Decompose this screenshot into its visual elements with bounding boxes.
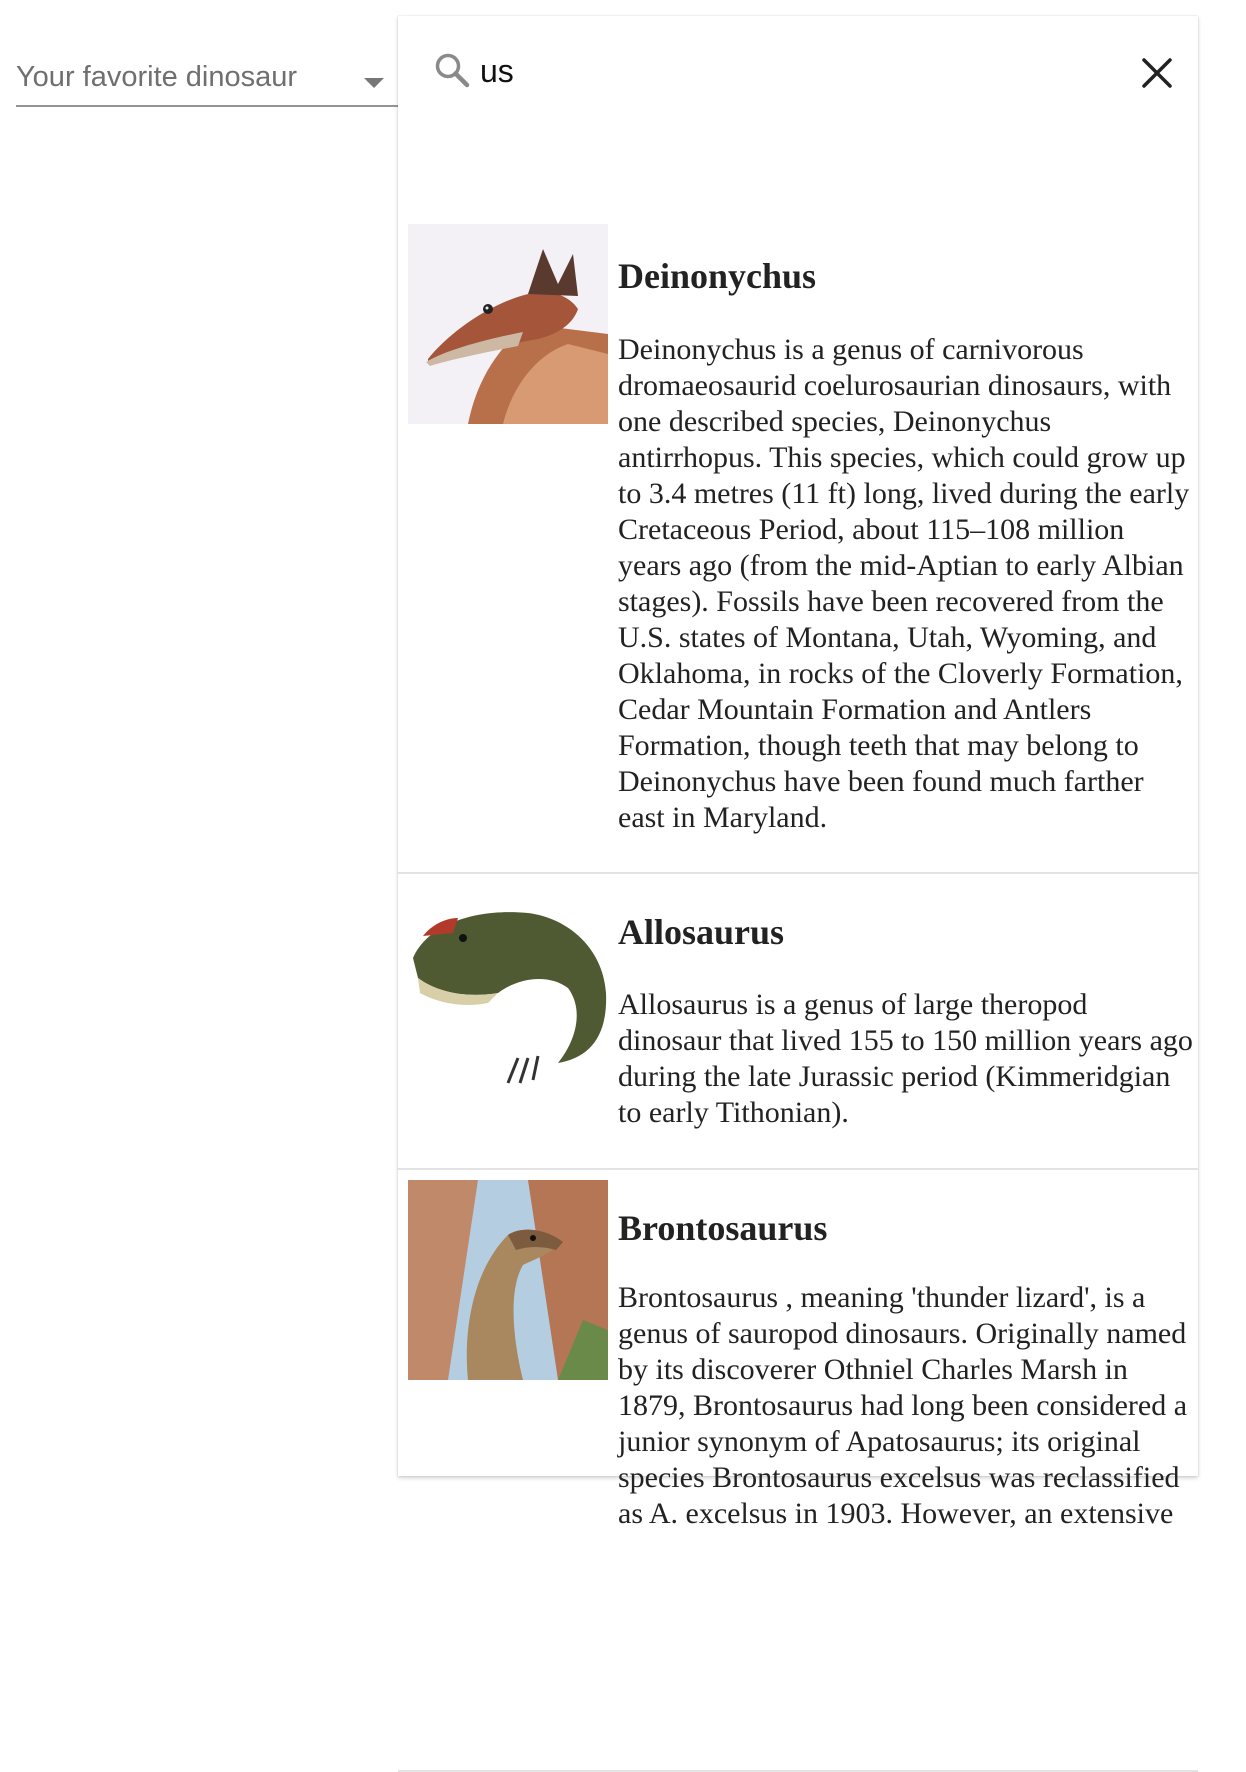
result-item-allosaurus[interactable] — [398, 874, 1198, 1170]
result-title: Allosaurus — [618, 912, 785, 952]
select-underline — [16, 105, 398, 107]
favorite-dinosaur-select[interactable] — [16, 48, 398, 108]
close-icon[interactable] — [1140, 56, 1174, 90]
deinonychus-image — [408, 224, 608, 424]
result-text — [618, 1170, 1198, 1532]
search-bar — [398, 16, 1198, 120]
result-text — [618, 120, 1198, 836]
result-description: Allosaurus is a genus of large theropod dinosaur that lived 155 to 150 million years ago during the late Jurassic period (Kimmeridgian to early Tithonian). — [618, 988, 1193, 1129]
result-title: Brontosaurus — [618, 1208, 828, 1248]
dropdown-arrow-icon[interactable] — [364, 78, 384, 88]
allosaurus-image — [408, 898, 608, 1098]
search-input[interactable] — [480, 46, 1100, 96]
dropdown-panel — [398, 16, 1198, 1530]
select-label: Your favorite dinosaur — [16, 61, 298, 93]
result-description: Deinonychus is a genus of carnivorous dromaeosaurid coelurosaurian dinosaurs, with one described species, Deinonychus antirrhopus. This species, which could grow up to 3.4 metres (11 ft) long, lived during the early Cretaceous Period, about 115–108 million years ago (from the mid-Aptian to early Albian stages). Fossils have been recovered from the U.S. states of Montana, Utah, Wyoming, and Oklahoma, in rocks of the Cloverly Formation, Cedar Mountain Formation and Antlers Formation, though teeth that may belong to Deinonychus have been found much farther east in Maryland. — [618, 333, 1190, 834]
result-item-deinonychus[interactable] — [398, 120, 1198, 874]
result-description: Brontosaurus , meaning 'thunder lizard', is a genus of sauropod dinosaurs. Originally named by its discoverer Othniel Charles Marsh in 1879, Brontosaurus had long been considered a junior synonym of Apatosaurus; its original species Brontosaurus excelsus was reclassified as A. excelsus in 1903. However, an extensive — [618, 1281, 1188, 1530]
result-title: Deinonychus — [618, 256, 817, 296]
search-icon — [434, 52, 470, 88]
result-text — [618, 874, 1198, 1131]
brontosaurus-image — [408, 1180, 608, 1380]
result-item-brontosaurus[interactable] — [398, 1170, 1198, 1772]
